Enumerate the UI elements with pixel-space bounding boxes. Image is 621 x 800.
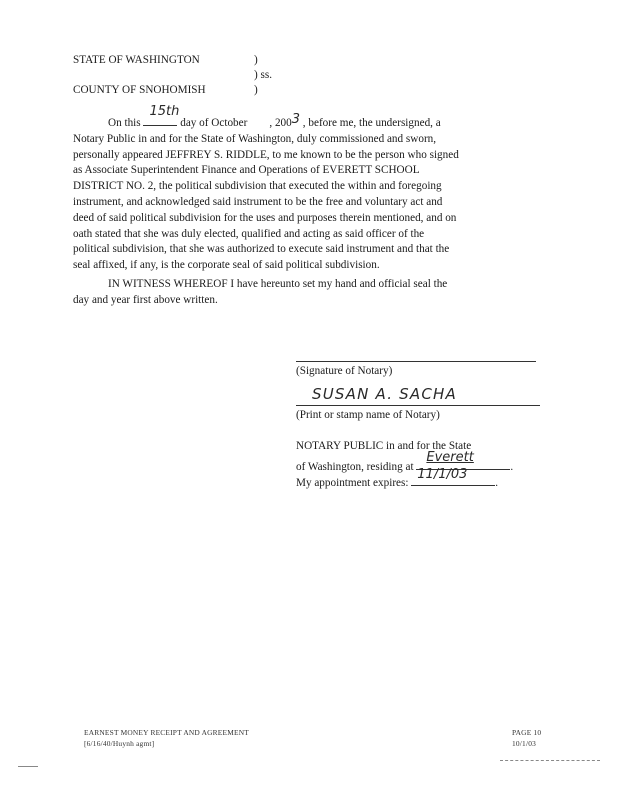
notary-public-line2: of Washington, residing at Everett . xyxy=(296,450,514,473)
notary-appointment-blank xyxy=(411,467,495,486)
footer-left-ref: [6/16/40/Huynh agmt] xyxy=(84,739,155,748)
ack-day-of-month: day of October xyxy=(180,117,248,129)
venue-paren-ss: ) ss. xyxy=(254,69,273,81)
ack-line: political subdivision, that she was authorized to execute said instrument and that the xyxy=(73,243,450,256)
ack-line: Notary Public in and for the State of Washington, duly commissioned and sworn, xyxy=(73,132,437,145)
witness-line: day and year first above written. xyxy=(73,293,218,306)
notary-print-caption: (Print or stamp name of Notary) xyxy=(296,409,440,421)
ack-line: personally appeared JEFFREY S. RIDDLE, to me known to be the person who signed xyxy=(73,148,459,161)
venue-paren-bottom: ) xyxy=(254,84,258,96)
ack-line: oath stated that she was duly elected, qualified and acting as said officer of the xyxy=(73,227,425,240)
notary-printed-name-line xyxy=(296,405,540,406)
notary-appointment-line: My appointment expires: 11/1/03 . xyxy=(296,467,499,489)
venue-paren-top: ) xyxy=(254,54,258,66)
notary-public-line1: NOTARY PUBLIC in and for the State xyxy=(296,440,472,452)
notary-appointment-handwritten: 11/1/03 xyxy=(417,467,468,482)
ack-before-me: , before me, the undersigned, a xyxy=(302,117,441,129)
venue-county: COUNTY OF SNOHOMISH xyxy=(73,84,206,96)
ack-day-blank xyxy=(143,104,180,126)
venue-state: STATE OF WASHINGTON xyxy=(73,54,200,66)
notary-residence-handwritten: Everett xyxy=(426,450,474,465)
notary-printed-name-handwritten: SUSAN A. SACHA xyxy=(312,385,457,403)
footer-left-title: EARNEST MONEY RECEIPT AND AGREEMENT xyxy=(84,728,249,737)
ack-line: as Associate Superintendent Finance and Operations of EVERETT SCHOOL xyxy=(73,164,420,177)
witness-line: IN WITNESS WHEREOF I have hereunto set my hand and official seal the xyxy=(108,278,448,290)
notary-appointment-label: My appointment expires: xyxy=(296,477,409,489)
ack-year-handwritten: 3 xyxy=(291,112,300,127)
scan-artifact-line xyxy=(18,766,38,767)
ack-line: instrument, and acknowledged said instrument to be the free and voluntary act and xyxy=(73,195,443,208)
ack-day-handwritten: 15th xyxy=(149,104,180,119)
ack-year-prefix: , 200 xyxy=(269,117,292,129)
ack-on-this: On this xyxy=(108,117,141,129)
witness-paragraph xyxy=(73,277,543,309)
notary-signature-line xyxy=(296,361,536,362)
notary-signature-caption: (Signature of Notary) xyxy=(296,365,393,377)
scan-artifact-line xyxy=(500,760,600,761)
acknowledgment-first-line xyxy=(73,104,543,132)
ack-line: DISTRICT NO. 2, the political subdivision that executed the within and foregoing xyxy=(73,180,442,193)
ack-line: seal affixed, if any, is the corporate seal of said political subdivision. xyxy=(73,259,380,272)
acknowledgment-paragraph xyxy=(73,104,543,274)
ack-line: deed of said political subdivision for the uses and purposes therein mentioned, and on xyxy=(73,211,457,224)
footer-date: 10/1/03 xyxy=(512,739,536,748)
footer-page: PAGE 10 xyxy=(512,728,542,737)
